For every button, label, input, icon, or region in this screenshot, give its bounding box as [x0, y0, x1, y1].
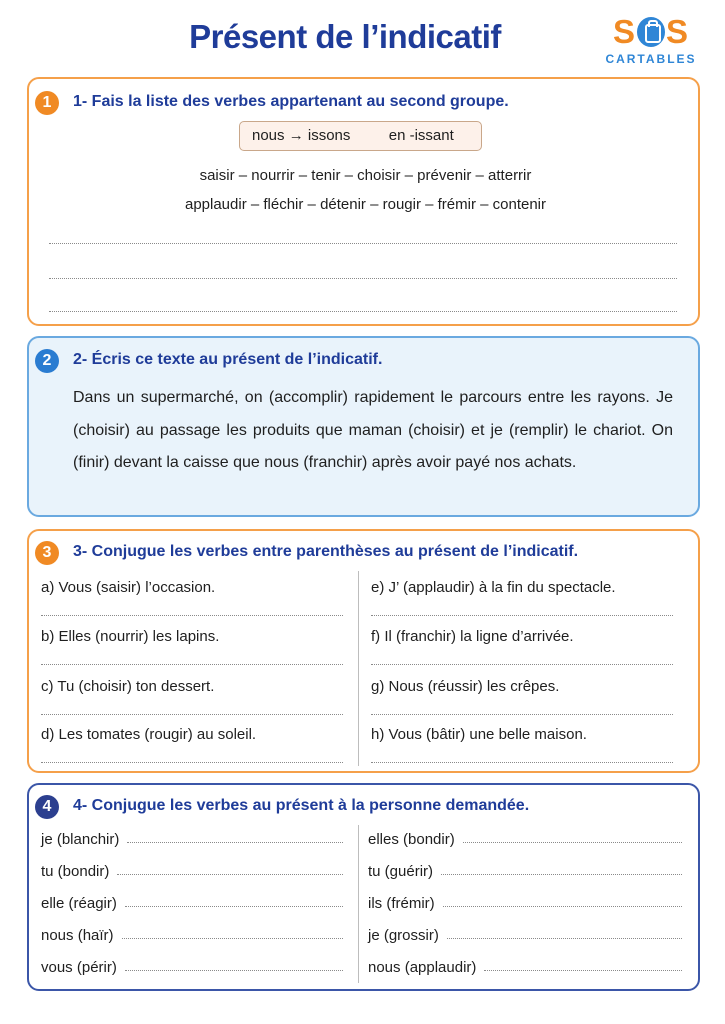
exercise-number-badge: 3 [35, 541, 59, 565]
exercise-title: 3- Conjugue les verbes entre parenthèses au présent de l’indicatif. [73, 543, 579, 560]
conjugation-prompt: vous (périr) [41, 959, 117, 976]
answer-line[interactable] [122, 938, 343, 939]
logo-letter: S [612, 13, 636, 50]
exercise-2 [27, 336, 700, 517]
answer-line[interactable] [371, 714, 673, 715]
conjugation-prompt: tu (guérir) [368, 863, 434, 880]
exercise-title: 1- Fais la liste des verbes appartenant au second groupe. [73, 93, 509, 110]
sos-cartables-logo [603, 14, 699, 70]
conjugation-prompt: tu (bondir) [41, 863, 110, 880]
conjugation-prompt: je (blanchir) [41, 831, 120, 848]
exercise-number-badge: 2 [35, 349, 59, 373]
verb-list-line: saisir – nourrir – tenir – choisir – prévenir – atterrir [199, 167, 532, 184]
sentence-item: c) Tu (choisir) ton dessert. [41, 678, 215, 695]
rule-participle: en -issant [388, 127, 454, 144]
rule-nous: nous → issons [252, 127, 351, 144]
conjugation-prompt: je (grossir) [368, 927, 439, 944]
verb-list-line: applaudir – fléchir – détenir – rougir – frémir – contenir [184, 196, 547, 213]
answer-line[interactable] [484, 970, 682, 971]
conjugation-item [41, 927, 343, 944]
page-title: Présent de l’indicatif [189, 18, 501, 55]
exercise-number-badge: 4 [35, 795, 59, 819]
answer-line[interactable] [49, 243, 677, 244]
answer-line[interactable] [463, 842, 682, 843]
conjugation-item [368, 863, 682, 880]
conjugation-prompt: ils (frémir) [368, 895, 435, 912]
conjugation-prompt: nous (haïr) [41, 927, 114, 944]
conjugation-item [368, 831, 682, 848]
answer-line[interactable] [371, 664, 673, 665]
conjugation-item [368, 927, 682, 944]
conjugation-prompt: elles (bondir) [368, 831, 455, 848]
answer-line[interactable] [49, 311, 677, 312]
answer-line[interactable] [127, 842, 343, 843]
conjugation-item [368, 959, 682, 976]
answer-line[interactable] [447, 938, 682, 939]
answer-line[interactable] [41, 762, 343, 763]
conjugation-item [41, 831, 343, 848]
exercise-4 [27, 783, 700, 991]
logo-letter: S [666, 13, 690, 50]
exercise-title: 2- Écris ce texte au présent de l’indicatif. [73, 351, 383, 368]
backpack-icon [637, 17, 665, 47]
sentence-item: e) J’ (applaudir) à la fin du spectacle. [371, 579, 616, 596]
conjugation-prompt: elle (réagir) [41, 895, 117, 912]
rule-box [239, 121, 482, 151]
conjugation-item [41, 863, 343, 880]
answer-line[interactable] [371, 762, 673, 763]
sentence-item: a) Vous (saisir) l’occasion. [41, 579, 216, 596]
conjugation-item [41, 895, 343, 912]
answer-line[interactable] [443, 906, 682, 907]
answer-line[interactable] [41, 664, 343, 665]
sentence-item: h) Vous (bâtir) une belle maison. [371, 726, 587, 743]
exercise-3 [27, 529, 700, 773]
sentence-item: d) Les tomates (rougir) au soleil. [41, 726, 257, 743]
exercise-number-badge: 1 [35, 91, 59, 115]
logo-subtitle: CARTABLES [605, 52, 697, 66]
answer-line[interactable] [125, 906, 343, 907]
exercise-1 [27, 77, 700, 326]
answer-line[interactable] [441, 874, 682, 875]
answer-line[interactable] [49, 278, 677, 279]
exercise-text: Dans un supermarché, on (accomplir) rapidement le parcours entre les rayons. Je (choisir) au passage les produits que maman (choisir) et je (remplir) le chariot. On (finir) devant la caisse que nous (franchir) après avoir payé nos achats. [73, 389, 673, 471]
conjugation-item [368, 895, 682, 912]
answer-line[interactable] [41, 714, 343, 715]
sentence-item: g) Nous (réussir) les crêpes. [371, 678, 560, 695]
sentence-item: f) Il (franchir) la ligne d’arrivée. [371, 628, 574, 645]
answer-line[interactable] [41, 615, 343, 616]
conjugation-item [41, 959, 343, 976]
answer-line[interactable] [117, 874, 343, 875]
conjugation-prompt: nous (applaudir) [368, 959, 477, 976]
answer-line[interactable] [125, 970, 343, 971]
sentence-item: b) Elles (nourrir) les lapins. [41, 628, 220, 645]
answer-line[interactable] [371, 615, 673, 616]
column-divider [358, 825, 359, 983]
exercise-title: 4- Conjugue les verbes au présent à la personne demandée. [73, 797, 530, 814]
column-divider [358, 571, 359, 766]
